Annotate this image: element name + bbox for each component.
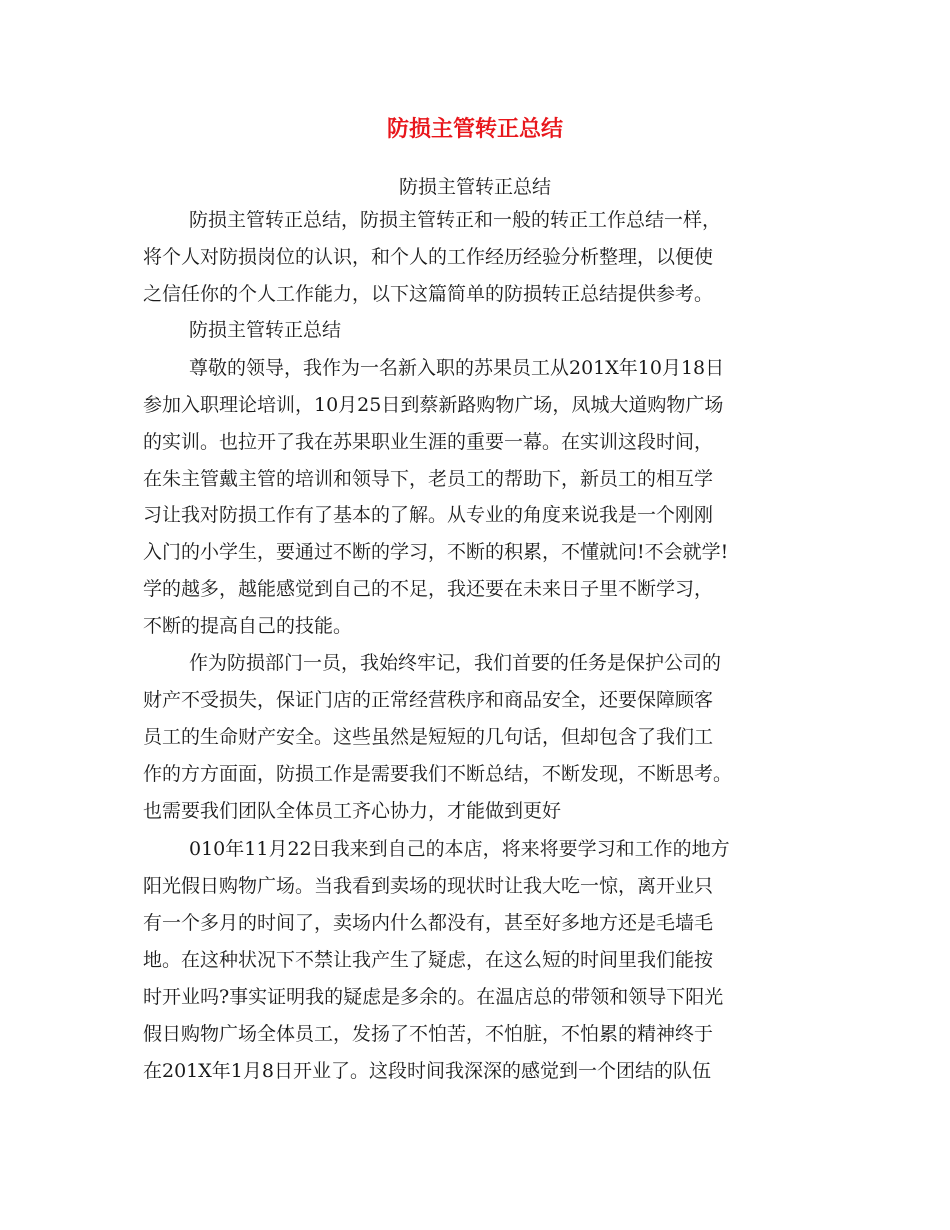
section-heading: 防损主管转正总结 xyxy=(189,319,342,341)
document-title: 防损主管转正总结 xyxy=(386,117,563,142)
paragraph-line: 入门的小学生，要通过不断的学习，不断的积累，不懂就问!不会就学! xyxy=(143,541,729,563)
paragraph-line: 假日购物广场全体员工，发扬了不怕苦，不怕脏，不怕累的精神终于 xyxy=(143,1023,714,1045)
paragraph-line: 010年11月22日我来到自己的本店，将来将要学习和工作的地方 xyxy=(189,838,730,860)
paragraph-line: 作为防损部门一员，我始终牢记，我们首要的任务是保护公司的 xyxy=(189,652,722,674)
paragraph-line: 地。在这种状况下不禁让我产生了疑虑，在这么短的时间里我们能按 xyxy=(143,949,714,971)
paragraph-line: 财产不受损失，保证门店的正常经营秩序和商品安全，还要保障顾客 xyxy=(143,689,714,711)
paragraph-line: 参加入职理论培训，10月25日到蔡新路购物广场，凤城大道购物广场 xyxy=(143,394,724,416)
paragraph-line: 作的方方面面，防损工作是需要我们不断总结，不断发现，不断思考。 xyxy=(143,763,733,785)
paragraph-line: 之信任你的个人工作能力，以下这篇简单的防损转正总结提供参考。 xyxy=(143,283,714,305)
paragraph-line: 将个人对防损岗位的认识，和个人的工作经历经验分析整理，以便使 xyxy=(143,246,714,268)
document-subtitle: 防损主管转正总结 xyxy=(398,176,551,198)
paragraph-line: 在201X年1月8日开业了。这段时间我深深的感觉到一个团结的队伍 xyxy=(143,1060,711,1082)
paragraph-line: 的实训。也拉开了我在苏果职业生涯的重要一幕。在实训这段时间， xyxy=(143,431,714,453)
paragraph-line: 学的越多，越能感觉到自己的不足，我还要在未来日子里不断学习， xyxy=(143,578,714,600)
paragraph-line: 阳光假日购物广场。当我看到卖场的现状时让我大吃一惊，离开业只 xyxy=(143,875,714,897)
paragraph-line: 员工的生命财产安全。这些虽然是短短的几句话，但却包含了我们工 xyxy=(143,726,714,748)
paragraph-line: 时开业吗?事实证明我的疑虑是多余的。在温店总的带领和领导下阳光 xyxy=(143,986,724,1008)
paragraph-line: 也需要我们团队全体员工齐心协力，才能做到更好 xyxy=(143,800,562,822)
paragraph-line: 尊敬的领导，我作为一名新入职的苏果员工从201X年10月18日 xyxy=(189,357,725,379)
paragraph-line: 不断的提高自己的技能。 xyxy=(143,615,353,637)
paragraph-line: 在朱主管戴主管的培训和领导下，老员工的帮助下，新员工的相互学 xyxy=(143,468,714,490)
paragraph-line: 防损主管转正总结，防损主管转正和一般的转正工作总结一样， xyxy=(189,209,722,231)
paragraph-line: 习让我对防损工作有了基本的了解。从专业的角度来说我是一个刚刚 xyxy=(143,504,714,526)
paragraph-line: 有一个多月的时间了，卖场内什么都没有，甚至好多地方还是毛墙毛 xyxy=(143,912,714,934)
